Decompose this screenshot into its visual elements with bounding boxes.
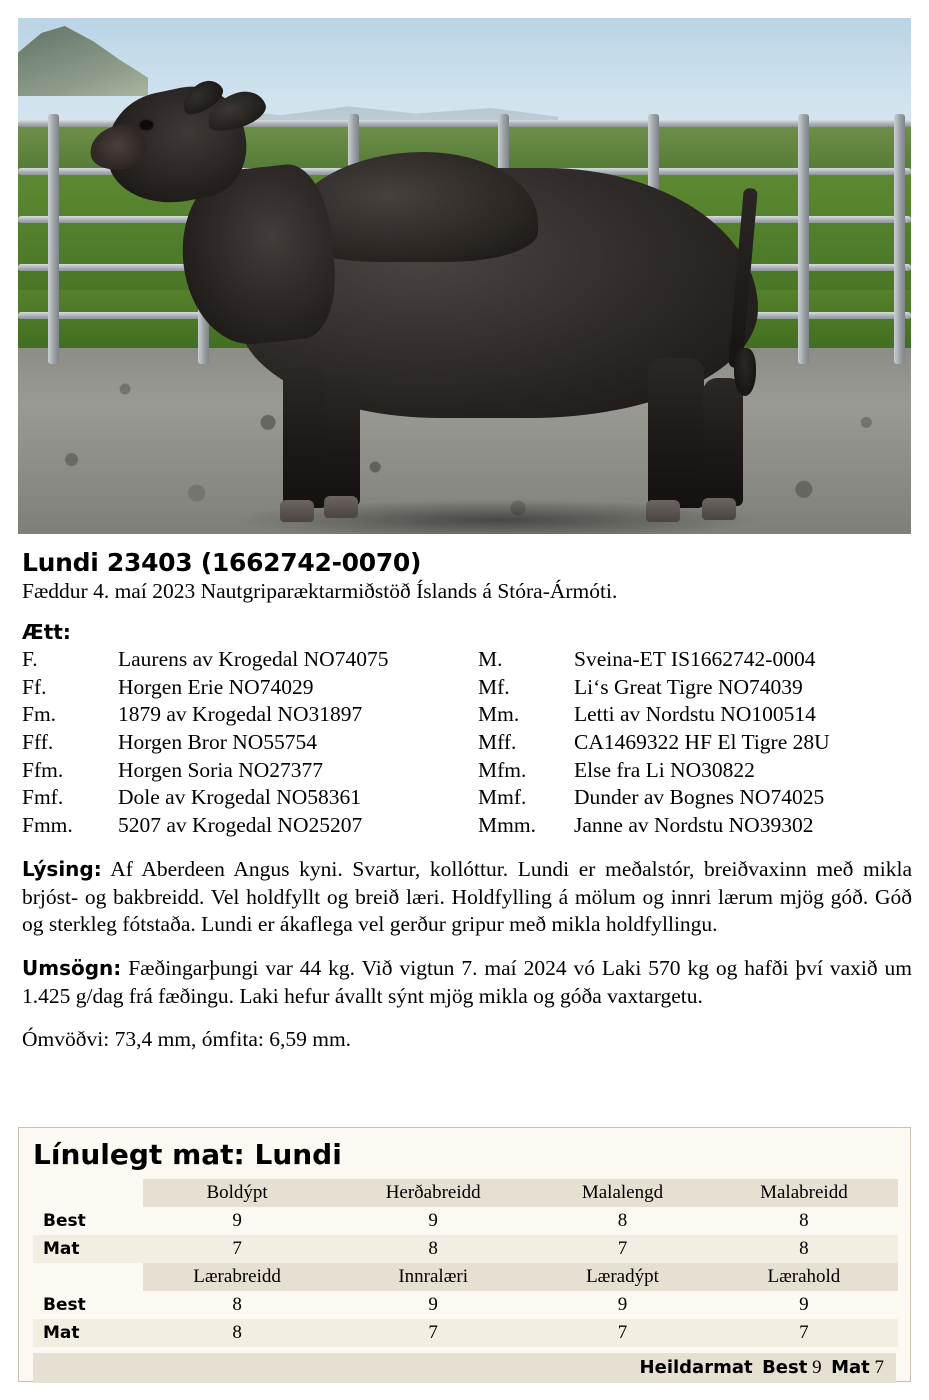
pedigree-code: Fm. xyxy=(22,702,57,727)
cell-value: 9 xyxy=(331,1207,535,1235)
pedigree-name: Sveina-ET IS1662742-0004 xyxy=(574,647,816,671)
evaluation-title: Línulegt mat: Lundi xyxy=(33,1138,342,1171)
linear-evaluation-table xyxy=(33,1179,898,1347)
pedigree-code: Mf. xyxy=(478,674,510,699)
table-header-row xyxy=(33,1179,898,1207)
cell-value: 8 xyxy=(710,1235,898,1263)
page-title: Lundi 23403 (1662742-0070) xyxy=(22,548,422,577)
column-header: Læradýpt xyxy=(535,1263,710,1291)
pedigree-name: Janne av Nordstu NO39302 xyxy=(574,812,814,837)
pedigree-name: Li‘s Great Tigre NO74039 xyxy=(574,674,803,699)
pedigree-code: Mm. xyxy=(478,702,520,727)
cell-value: 7 xyxy=(535,1319,710,1347)
pedigree-code: Fff. xyxy=(22,729,54,754)
total-best-label: Best xyxy=(762,1357,808,1378)
total-label: Heildarmat xyxy=(639,1357,753,1378)
row-label-best: Best xyxy=(33,1207,143,1235)
pedigree-code: F. xyxy=(22,647,38,671)
measurements-text: Ómvöðvi: 73,4 mm, ómfita: 6,59 mm. xyxy=(22,1026,352,1051)
review-text: Fæðingarþungi var 44 kg. Við vigtun 7. maí 2024 vó Laki 570 kg og hafði því vaxið um 1.425 g/dag frá fæðingu. Laki hefur ávallt sýnt mjög mikla og góða vaxtargetu. xyxy=(22,956,912,1008)
review-paragraph xyxy=(22,955,912,1010)
cell-value: 8 xyxy=(143,1319,331,1347)
cell-value: 7 xyxy=(143,1235,331,1263)
pedigree-name: Else fra Li NO30822 xyxy=(574,757,755,782)
total-best-value: 9 xyxy=(812,1357,822,1378)
pedigree-name: Horgen Bror NO55754 xyxy=(118,729,318,754)
column-header: Malalengd xyxy=(535,1179,710,1207)
pedigree-code: Mmm. xyxy=(478,812,536,837)
cell-value: 7 xyxy=(710,1319,898,1347)
birth-info: Fæddur 4. maí 2023 Nautgriparæktarmiðstöð Íslands á Stóra-Ármóti. xyxy=(22,579,618,603)
cell-value: 9 xyxy=(535,1291,710,1319)
pedigree-code: Mff. xyxy=(478,729,517,754)
cell-value: 8 xyxy=(143,1291,331,1319)
cell-value: 8 xyxy=(710,1207,898,1235)
column-header: Malabreidd xyxy=(710,1179,898,1207)
pedigree-name: Dole av Krogedal NO58361 xyxy=(118,785,362,810)
cell-value: 8 xyxy=(331,1235,535,1263)
table-row xyxy=(33,1235,898,1263)
description-text: Af Aberdeen Angus kyni. Svartur, kollóttur. Lundi er meðalstór, breiðvaxinn með mikla brjóst- og bakbreidd. Vel holdfyllt og breið læri. Holdfylling á mölum og innri lærum mjög góð. Góð og sterkleg fótstaða. Lundi er ákaflega vel gerður gripur með mikla holdfyllingu. xyxy=(22,857,912,936)
pedigree-code: Ff. xyxy=(22,674,47,699)
cell-value: 7 xyxy=(331,1319,535,1347)
pedigree-code: Fmf. xyxy=(22,785,64,810)
total-mat-value: 7 xyxy=(874,1357,884,1378)
header-spacer xyxy=(33,1263,143,1291)
pedigree-code: Fmm. xyxy=(22,812,73,837)
bull-figure xyxy=(88,48,848,528)
column-header: Innralæri xyxy=(331,1263,535,1291)
cell-value: 9 xyxy=(710,1291,898,1319)
bull-photo xyxy=(18,18,911,534)
pedigree-code: Mfm. xyxy=(478,757,527,782)
column-header: Lærabreidd xyxy=(143,1263,331,1291)
table-header-row xyxy=(33,1263,898,1291)
pedigree-name: 1879 av Krogedal NO31897 xyxy=(118,702,363,727)
cell-value: 8 xyxy=(535,1207,710,1235)
pedigree-code: Ffm. xyxy=(22,757,64,782)
row-label-best: Best xyxy=(33,1291,143,1319)
pedigree-name: CA1469322 HF El Tigre 28U xyxy=(574,729,830,754)
linear-evaluation-box xyxy=(18,1127,911,1382)
pedigree-name: Dunder av Bognes NO74025 xyxy=(574,785,825,810)
pedigree-code: M. xyxy=(478,647,503,671)
pedigree-name: Letti av Nordstu NO100514 xyxy=(574,702,816,727)
description-paragraph xyxy=(22,856,912,938)
pedigree-heading: Ætt: xyxy=(22,620,71,644)
table-row xyxy=(33,1207,898,1235)
pedigree-name: Laurens av Krogedal NO74075 xyxy=(118,647,389,671)
row-label-mat: Mat xyxy=(33,1235,143,1263)
table-row xyxy=(33,1291,898,1319)
column-header: Herðabreidd xyxy=(331,1179,535,1207)
cell-value: 7 xyxy=(535,1235,710,1263)
table-row xyxy=(33,1319,898,1347)
pedigree-code: Mmf. xyxy=(478,785,527,810)
total-mat-label: Mat xyxy=(831,1357,870,1378)
column-header: Lærahold xyxy=(710,1263,898,1291)
cell-value: 9 xyxy=(143,1207,331,1235)
header-spacer xyxy=(33,1179,143,1207)
total-evaluation-row xyxy=(33,1353,896,1383)
pedigree-name: Horgen Soria NO27377 xyxy=(118,757,324,782)
review-label: Umsögn: xyxy=(22,956,122,981)
pedigree-name: Horgen Erie NO74029 xyxy=(118,674,314,699)
pedigree-table xyxy=(22,646,915,839)
cell-value: 9 xyxy=(331,1291,535,1319)
column-header: Boldýpt xyxy=(143,1179,331,1207)
description-label: Lýsing: xyxy=(22,857,102,882)
pedigree-name: 5207 av Krogedal NO25207 xyxy=(118,812,363,837)
row-label-mat: Mat xyxy=(33,1319,143,1347)
